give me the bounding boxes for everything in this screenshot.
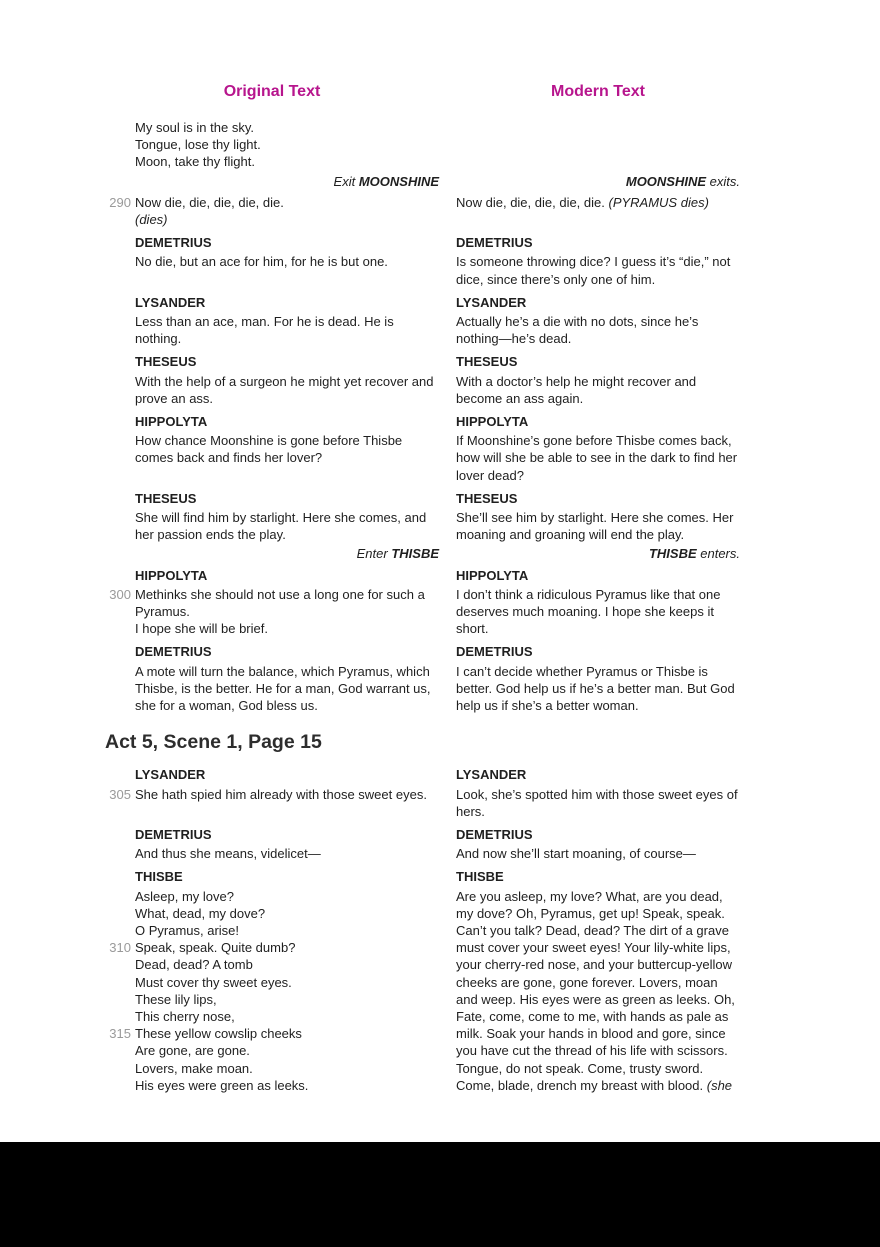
speaker-name: DEMETRIUS <box>135 235 212 251</box>
character-name-emphasis: MOONSHINE <box>358 173 439 189</box>
original-column-cell <box>105 826 439 862</box>
character-name-emphasis: THISBE <box>391 546 439 562</box>
speech-row <box>105 826 740 862</box>
modern-column-cell <box>456 868 740 1094</box>
verse-line <box>109 1025 439 1042</box>
speaker-name: HIPPOLYTA <box>135 414 208 430</box>
verse-line <box>109 939 439 956</box>
original-column-cell <box>105 234 439 288</box>
original-column-cell <box>105 545 439 562</box>
line-number: 315 <box>109 1026 131 1042</box>
italic-text: (dies) <box>135 212 168 228</box>
text-segment: Dead, dead? A tomb <box>135 957 253 973</box>
character-name-emphasis: THISBE <box>648 546 697 562</box>
verse-line <box>135 888 439 905</box>
verse-line <box>135 905 439 922</box>
verse-line <box>135 253 439 270</box>
speaker-name: HIPPOLYTA <box>456 414 529 430</box>
stage-direction-row <box>105 545 740 562</box>
text-segment: her passion ends the play. <box>135 527 286 543</box>
speaker-name: HIPPOLYTA <box>135 567 208 583</box>
text-segment: Are gone, are gone. <box>135 1043 250 1059</box>
verse-line <box>109 586 439 603</box>
column-headers <box>105 83 740 101</box>
speech-row <box>105 567 740 638</box>
text-segment: Now die, die, die, die, die. <box>135 194 284 210</box>
text-segment: Speak, speak. Quite dumb? <box>135 940 296 956</box>
original-column-cell <box>105 868 439 1094</box>
speech-row <box>105 194 740 228</box>
stage-direction-modern <box>456 173 740 190</box>
text-segment: Methinks she should not use a long one for such a <box>135 586 425 602</box>
speech-row <box>105 353 740 407</box>
modern-column-cell <box>456 826 740 862</box>
speaker-name: THISBE <box>456 869 504 885</box>
speaker-name: DEMETRIUS <box>135 826 212 842</box>
modern-column-cell <box>456 194 740 228</box>
text-segment: Tongue, lose thy light. <box>135 137 261 153</box>
modern-column-cell <box>456 567 740 638</box>
modern-column-cell <box>456 545 740 562</box>
italic-text: exits. <box>706 173 740 189</box>
verse-line <box>135 432 439 449</box>
modern-column-cell <box>456 173 740 190</box>
modern-column-cell <box>456 294 740 348</box>
modern-paragraph <box>456 888 740 1094</box>
speaker-name: LYSANDER <box>456 767 527 783</box>
speech-row <box>105 413 740 484</box>
text-segment: And now she’ll start moaning, of course— <box>456 846 696 862</box>
text-segment: This cherry nose, <box>135 1008 235 1024</box>
verse-line <box>135 330 439 347</box>
stage-direction-row <box>105 173 740 190</box>
verse-line <box>135 922 439 939</box>
text-segment: Are you asleep, my love? What, are you dead, my dove? Oh, Pyramus, get up! Speak, speak. Can’t you talk? Dead, dead? The dirt of a grave must cover your sweet eyes! Your lily-white lips, your cherry-red nose, and your buttercup-yellow cheeks are gone, gone forever. Lovers, moan and weep. His eyes were as green as leeks. Oh, Fate, come, come to me, with hands as pale as milk. Soak your hands in blood and gore, since you have cut the thread of his life with scissors. Tongue, do not speak. Come, trusty sword. Come, blade, drench my breast with blood. <box>456 888 735 1093</box>
modern-column-cell <box>456 766 740 820</box>
speaker-name: DEMETRIUS <box>456 644 533 660</box>
speech-row <box>105 643 740 714</box>
original-column-cell <box>105 119 439 171</box>
verse-line <box>135 526 439 543</box>
text-segment: What, dead, my dove? <box>135 905 266 921</box>
modern-paragraph <box>456 253 740 287</box>
speech-row <box>105 119 740 171</box>
original-column-cell <box>105 490 439 544</box>
text-segment: Look, she’s spotted him with those sweet eyes of hers. <box>456 786 738 819</box>
speech-row <box>105 490 740 544</box>
original-text-header: Original Text <box>223 83 321 100</box>
line-number: 305 <box>109 786 131 802</box>
original-column-cell <box>105 173 439 190</box>
original-column-cell <box>105 294 439 348</box>
verse-line <box>135 663 439 680</box>
verse-line <box>135 956 439 973</box>
verse-line <box>135 119 439 136</box>
section-heading: Act 5, Scene 1, Page 15 <box>105 731 322 754</box>
speech-row <box>105 234 740 288</box>
verse-line <box>135 697 439 714</box>
text-segment: A mote will turn the balance, which Pyramus, which <box>135 663 430 679</box>
text-segment: she for a woman, God bless us. <box>135 698 318 714</box>
text-segment: comes back and finds her lover? <box>135 450 323 466</box>
speaker-name: DEMETRIUS <box>456 235 533 251</box>
verse-line <box>135 974 439 991</box>
modern-paragraph <box>456 194 740 211</box>
text-segment: If Moonshine’s gone before Thisbe comes back, how will she be able to see in the dark to find her lover dead? <box>456 433 738 483</box>
text-segment: Must cover thy sweet eyes. <box>135 974 292 990</box>
verse-line <box>135 449 439 466</box>
modern-column-cell <box>456 234 740 288</box>
verse-line <box>135 1042 439 1059</box>
italic-text: Exit <box>333 173 359 189</box>
verse-line <box>135 390 439 407</box>
modern-paragraph <box>456 313 740 347</box>
modern-column-cell <box>456 413 740 484</box>
speaker-name: LYSANDER <box>135 767 206 783</box>
text-segment: With a doctor’s help he might recover and become an ass again. <box>456 373 697 406</box>
modern-paragraph <box>456 432 740 484</box>
speaker-name: DEMETRIUS <box>135 644 212 660</box>
modern-column-cell <box>456 353 740 407</box>
character-name-emphasis: MOONSHINE <box>625 173 707 189</box>
text-segment: Pyramus. <box>135 604 190 620</box>
verse-line <box>135 1077 439 1094</box>
speaker-name: LYSANDER <box>456 294 527 310</box>
verse-line <box>135 680 439 697</box>
verse-line <box>135 509 439 526</box>
verse-line <box>135 1060 439 1077</box>
stage-direction-original <box>135 173 439 190</box>
modern-column-cell <box>456 119 740 171</box>
text-segment: I can’t decide whether Pyramus or Thisbe is better. God help us if he’s a better man. But God help us if she’s a better woman. <box>456 663 735 714</box>
original-column-cell <box>105 643 439 714</box>
modern-column-cell <box>456 490 740 544</box>
dialogue-rows <box>105 119 740 1094</box>
italic-text: (PYRAMUS dies) <box>608 194 709 210</box>
text-segment: And thus she means, videlicet— <box>135 846 321 862</box>
text-segment: How chance Moonshine is gone before Thisbe <box>135 433 403 449</box>
italic-text: enters. <box>696 546 740 562</box>
text-segment: I don’t think a ridiculous Pyramus like that one deserves much moaning. I hope she keeps it short. <box>456 586 721 637</box>
text-segment: No die, but an ace for him, for he is but one. <box>135 254 388 270</box>
verse-line <box>135 991 439 1008</box>
modern-text-header: Modern Text <box>551 83 645 100</box>
verse-line <box>109 786 439 803</box>
text-segment: With the help of a surgeon he might yet recover and <box>135 373 434 389</box>
verse-line <box>135 313 439 330</box>
verse-line <box>135 620 439 637</box>
text-segment: O Pyramus, arise! <box>135 922 240 938</box>
modern-paragraph <box>456 786 740 820</box>
original-column-cell <box>105 413 439 484</box>
speaker-name: THESEUS <box>456 354 518 370</box>
text-segment: nothing. <box>135 331 182 347</box>
speaker-name: HIPPOLYTA <box>456 567 529 583</box>
speaker-name: LYSANDER <box>135 294 206 310</box>
text-segment: She’ll see him by starlight. Here she comes. Her moaning and groaning will end the play. <box>456 510 734 543</box>
italic-text: (she <box>706 1077 733 1093</box>
text-segment: Actually he’s a die with no dots, since he’s nothing—he’s dead. <box>456 314 699 347</box>
text-segment: She will find him by starlight. Here she comes, and <box>135 510 427 526</box>
verse-line <box>135 153 439 170</box>
stage-direction-original <box>135 545 439 562</box>
speech-row <box>105 294 740 348</box>
text-segment: I hope she will be brief. <box>135 621 268 637</box>
verse-line <box>135 136 439 153</box>
original-column-cell <box>105 353 439 407</box>
modern-paragraph <box>456 663 740 715</box>
speaker-name: THESEUS <box>135 354 197 370</box>
verse-line <box>135 603 439 620</box>
text-segment: Moon, take thy flight. <box>135 154 255 170</box>
text-segment: She hath spied him already with those sweet eyes. <box>135 786 427 802</box>
modern-paragraph <box>456 586 740 638</box>
bottom-black-bar <box>0 1142 880 1247</box>
text-segment: prove an ass. <box>135 390 214 406</box>
speech-row <box>105 868 740 1094</box>
speaker-name: THESEUS <box>456 490 518 506</box>
text-segment: Is someone throwing dice? I guess it’s “die,” not dice, since there’s only one of him. <box>456 254 731 287</box>
stage-direction-modern <box>456 545 740 562</box>
content-area <box>105 83 740 1100</box>
speaker-name: DEMETRIUS <box>456 826 533 842</box>
modern-paragraph <box>456 373 740 407</box>
text-segment: These yellow cowslip cheeks <box>135 1026 302 1042</box>
text-segment: Now die, die, die, die, die. <box>456 194 609 210</box>
modern-column-cell <box>456 643 740 714</box>
modern-paragraph <box>456 509 740 543</box>
line-number: 300 <box>109 586 131 602</box>
verse-line <box>135 211 439 228</box>
text-segment: These lily lips, <box>135 991 217 1007</box>
original-column-cell <box>105 194 439 228</box>
line-number: 290 <box>109 194 131 210</box>
text-segment: Thisbe, is the better. He for a man, God warrant us, <box>135 680 431 696</box>
text-segment: His eyes were green as leeks. <box>135 1077 309 1093</box>
text-segment: Asleep, my love? <box>135 888 234 904</box>
verse-line <box>109 194 439 211</box>
speaker-name: THISBE <box>135 869 183 885</box>
verse-line <box>135 1008 439 1025</box>
text-segment: My soul is in the sky. <box>135 120 254 135</box>
italic-text: Enter <box>356 546 392 562</box>
speech-row <box>105 766 740 820</box>
text-segment: Lovers, make moan. <box>135 1060 253 1076</box>
verse-line <box>135 845 439 862</box>
verse-line <box>135 373 439 390</box>
original-column-cell <box>105 567 439 638</box>
speaker-name: THESEUS <box>135 490 197 506</box>
modern-paragraph <box>456 845 740 862</box>
line-number: 310 <box>109 940 131 956</box>
text-segment: Less than an ace, man. For he is dead. He is <box>135 314 394 330</box>
original-column-cell <box>105 766 439 820</box>
